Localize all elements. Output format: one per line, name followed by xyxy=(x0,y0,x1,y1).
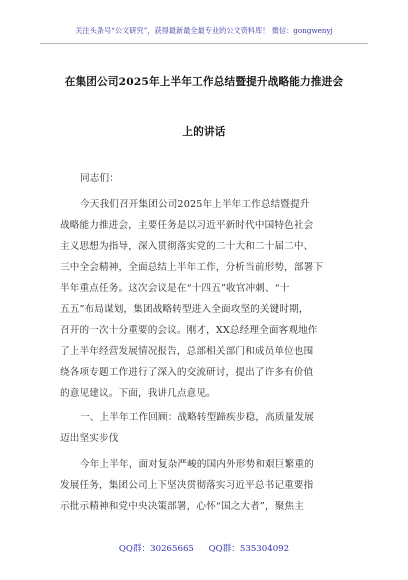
header-divider xyxy=(40,43,368,44)
paragraph-line: 了上半年经营发展情况报告，总部相关部门和成员单位也围 xyxy=(60,346,314,357)
footer-qq-group-2: QQ群：535304092 xyxy=(208,544,290,554)
paragraph-line: 三中全会精神，全面总结上半年工作，分析当前形势，部署下 xyxy=(60,262,324,273)
paragraph-line: 主义思想为指导，深入贯彻落实党的二十大和二十届二中、 xyxy=(60,241,314,252)
paragraph-line: 的意见建议。下面，我讲几点意见。 xyxy=(60,388,216,399)
header-banner: 关注头条号“公文研究”，获得最新最全最专业的公文资料库！ 微信：gongwenyj xyxy=(75,26,333,35)
paragraph-line: 发展任务，集团公司上下坚决贯彻落实习近平总书记重要指 xyxy=(60,480,314,491)
paragraph-line: 示批示精神和党中央决策部署，心怀“国之大者”，聚焦主 xyxy=(60,501,304,512)
footer-contacts xyxy=(0,542,408,554)
document-title: 在集团公司2025年上半年工作总结暨提升战略能力推进会 xyxy=(64,76,344,88)
section-heading-continued: 迈出坚实步伐 xyxy=(60,433,119,444)
paragraph-line: 战略能力推进会，主要任务是以习近平新时代中国特色社会 xyxy=(60,220,314,231)
document-title-continued: 上的讲话 xyxy=(182,126,226,138)
footer-qq-group-1: QQ群：30265665 xyxy=(118,544,194,554)
paragraph-line: 半年重点任务。这次会议是在“十四五”收官冲刺、“十 xyxy=(60,283,290,294)
salutation: 同志们： xyxy=(80,173,119,184)
paragraph-line: 召开的一次十分重要的会议。刚才，XX总经理全面客观地作 xyxy=(60,325,318,336)
paragraph-line: 绕各项专题工作进行了深入的交流研讨，提出了许多有价值 xyxy=(60,367,314,378)
section-heading: 一、上半年工作回顾：战略转型蹄疾步稳，高质量发展 xyxy=(80,412,314,423)
paragraph-line: 今天我们召开集团公司2025年上半年工作总结暨提升 xyxy=(80,199,310,210)
paragraph-line: 五五”布局谋划，集团战略转型进入全面攻坚的关键时期， xyxy=(60,304,309,315)
paragraph-line: 今年上半年，面对复杂严峻的国内外形势和艰巨繁重的 xyxy=(80,459,314,470)
